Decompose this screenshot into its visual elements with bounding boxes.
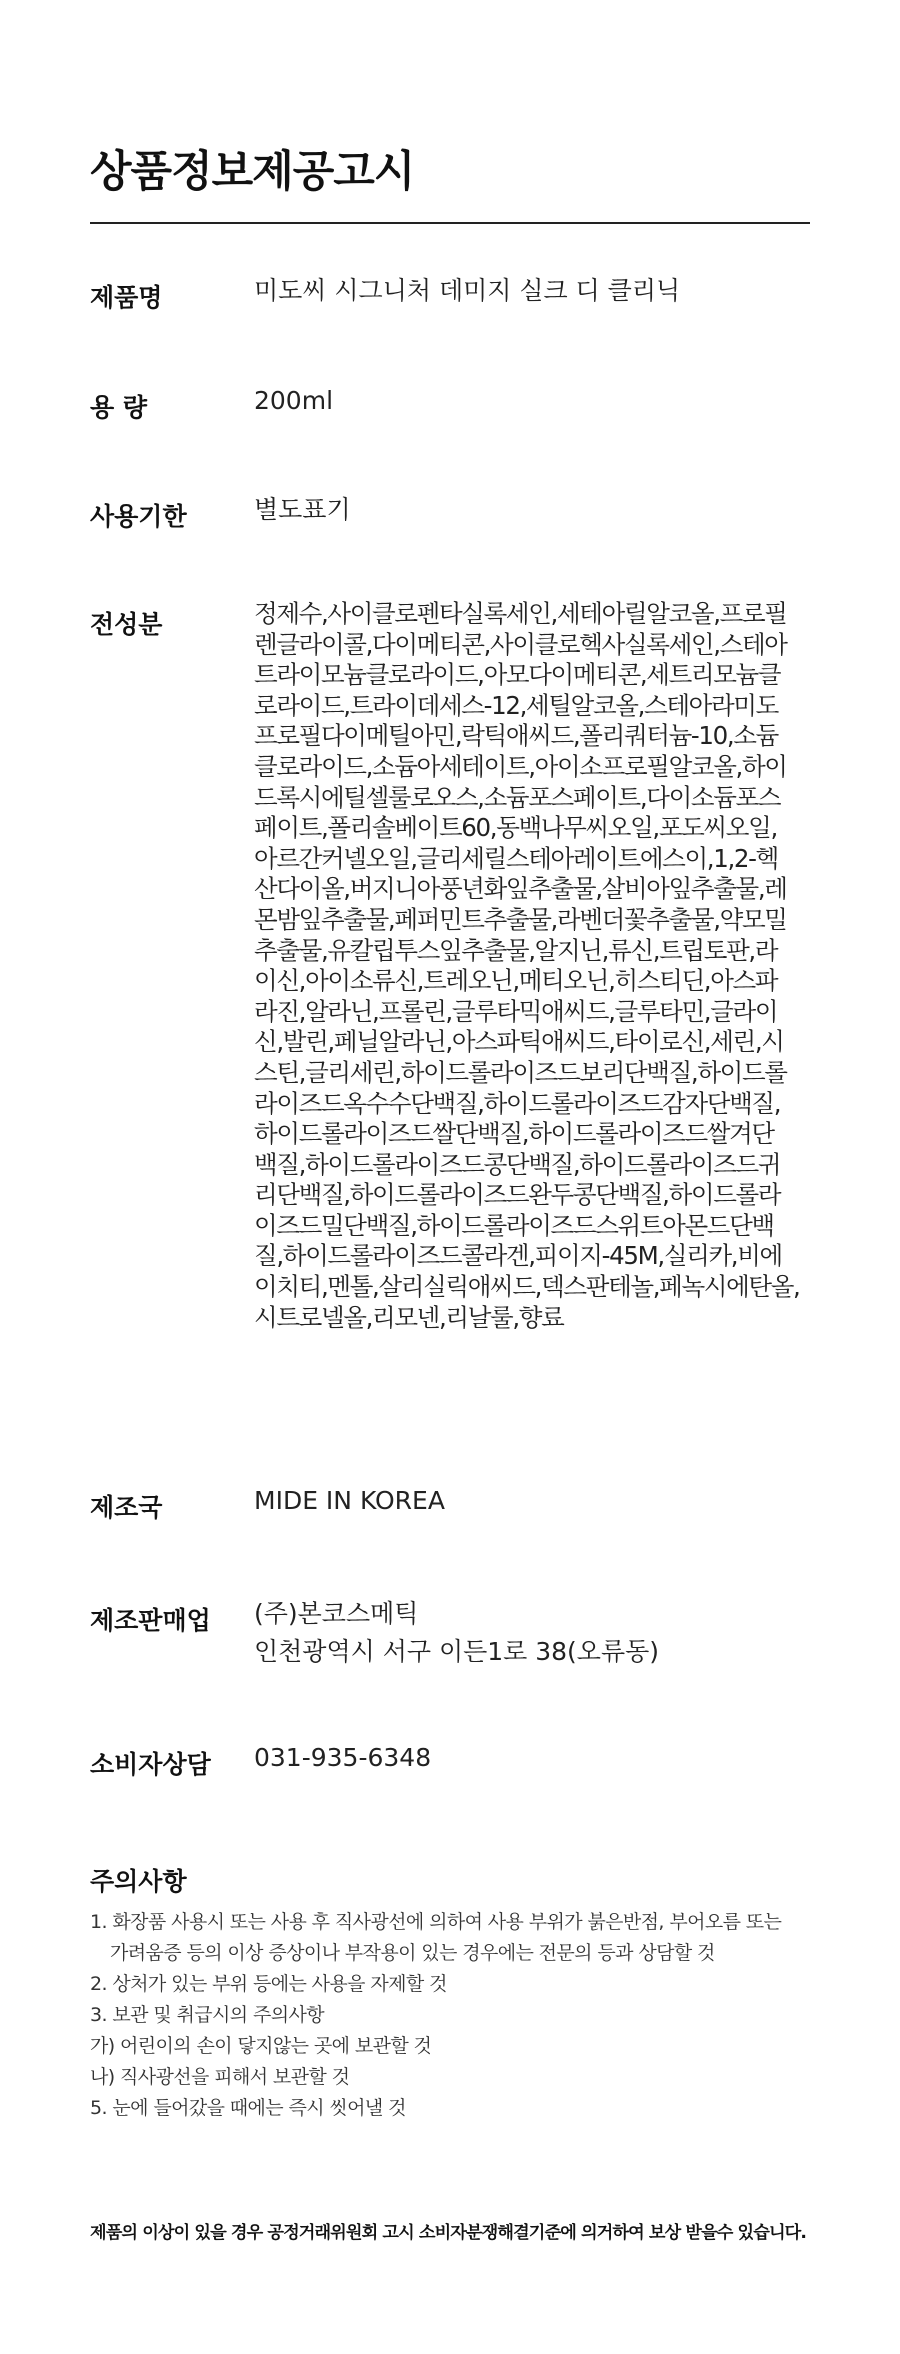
manufacturer-value [254,1595,810,1671]
notice-title: 주의사항 [90,1867,187,1896]
ingredients-line: 리단백질,하이드롤라이즈드완두콩단백질,하이드롤라 [254,1180,781,1210]
notice-item: 3. 보관 및 취급시의 주의사항 [90,2004,324,2026]
volume-label: 용 량 [90,393,148,422]
manufacturer-address: 인천광역시 서구 이든1로 38(오류동) [254,1637,660,1666]
expiry-label: 사용기한 [90,502,187,531]
ingredients-label: 전성분 [90,610,163,639]
ingredients-line: 아르간커넬오일,글리세릴스테아레이트에스이,1,2-헥 [254,843,778,873]
notice-item: 5. 눈에 들어갔을 때에는 즉시 씻어낼 것 [90,2097,406,2119]
notice-item: 가려움증 등의 이상 증상이나 부작용이 있는 경우에는 전문의 등과 상담할 것 [110,1942,715,1964]
ingredients-line: 산다이올,버지니아풍년화잎추출물,살비아잎추출물,레 [254,874,787,904]
notice-item: 가) 어린이의 손이 닿지않는 곳에 보관할 것 [90,2035,432,2057]
notice-item: 1. 화장품 사용시 또는 사용 후 직사광선에 의하여 사용 부위가 붉은반점, 부어오름 또는 [90,1911,782,1933]
ingredients-line: 이치티,멘톨,살리실릭애씨드,덱스판테놀,페녹시에탄올, [254,1272,800,1302]
manufacturer-company: (주)본코스메틱 [254,1599,419,1628]
ingredients-line: 스틴,글리세린,하이드롤라이즈드보리단백질,하이드롤 [254,1057,787,1087]
ingredients-line: 신,발린,페닐알라닌,아스파틱애씨드,타이로신,세린,시 [254,1027,784,1057]
consumer-center-label: 소비자상담 [90,1750,211,1779]
ingredients-line: 렌글라이콜,다이메티콘,사이클로헥사실록세인,스테아 [254,629,787,659]
page-title: 상품정보제공고시 [90,147,415,197]
ingredients-line: 정제수,사이클로펜타실록세인,세테아릴알코올,프로필 [254,599,787,628]
volume-text: 200ml [254,386,334,415]
product-name-label: 제품명 [90,283,163,312]
manufacturer-label: 제조판매업 [90,1606,211,1635]
expiry-value [254,491,810,529]
origin-text: MIDE IN KOREA [254,1486,445,1515]
ingredients-line: 드록시에틸셀룰로오스,소듐포스페이트,다이소듐포스 [254,782,781,812]
ingredients-value [254,599,810,1333]
ingredients-line: 추출물,유칼립투스잎추출물,알지닌,류신,트립토판,라 [254,935,778,965]
origin-value [254,1482,810,1520]
product-name-text: 미도씨 시그니처 데미지 실크 디 클리닉 [254,276,681,305]
ingredients-line: 몬밤잎추출물,페퍼민트추출물,라벤더꽃추출물,약모밀 [254,904,787,934]
expiry-text: 별도표기 [254,495,351,524]
product-name-value [254,272,810,310]
ingredients-line: 트라이모늄클로라이드,아모다이메티콘,세트리모늄클 [254,660,781,690]
volume-value [254,382,810,420]
ingredients-line: 백질,하이드롤라이즈드콩단백질,하이드롤라이즈드귀 [254,1149,781,1179]
ingredients-line: 클로라이드,소듐아세테이트,아이소프로필알코올,하이 [254,751,787,781]
ingredients-line: 라이즈드옥수수단백질,하이드롤라이즈드감자단백질, [254,1088,781,1118]
ingredients-line: 이신,아이소류신,트레오닌,메티오닌,히스티딘,아스파 [254,966,778,996]
ingredients-line: 페이트,폴리솔베이트60,동백나무씨오일,포도씨오일, [254,813,777,843]
ingredients-line: 이즈드밀단백질,하이드롤라이즈드스위트아몬드단백 [254,1210,774,1240]
compensation-notice: 제품의 이상이 있을 경우 공정거래위원회 고시 소비자분쟁해결기준에 의거하여 보상 받을수 있습니다. [90,2223,807,2243]
ingredients-line: 로라이드,트라이데세스-12,세틸알코올,스테아라미도 [254,690,778,720]
ingredients-line: 시트로넬올,리모넨,리날룰,향료 [254,1302,564,1332]
consumer-center-phone: 031-935-6348 [254,1743,432,1772]
consumer-center-value [254,1739,810,1777]
notice-list [90,1907,820,2124]
ingredients-line: 하이드롤라이즈드쌀단백질,하이드롤라이즈드쌀겨단 [254,1119,774,1149]
ingredients-line: 라진,알라닌,프롤린,글루타믹애씨드,글루타민,글라이 [254,996,778,1026]
ingredients-line: 질,하이드롤라이즈드콜라겐,피이지-45M,실리카,비에 [254,1241,782,1271]
ingredients-line: 프로필다이메틸아민,락틱애씨드,폴리쿼터늄-10,소듐 [254,721,778,751]
notice-item: 2. 상처가 있는 부위 등에는 사용을 자제할 것 [90,1973,447,1995]
title-divider [90,222,810,224]
origin-label: 제조국 [90,1493,163,1522]
notice-item: 나) 직사광선을 피해서 보관할 것 [90,2066,350,2088]
